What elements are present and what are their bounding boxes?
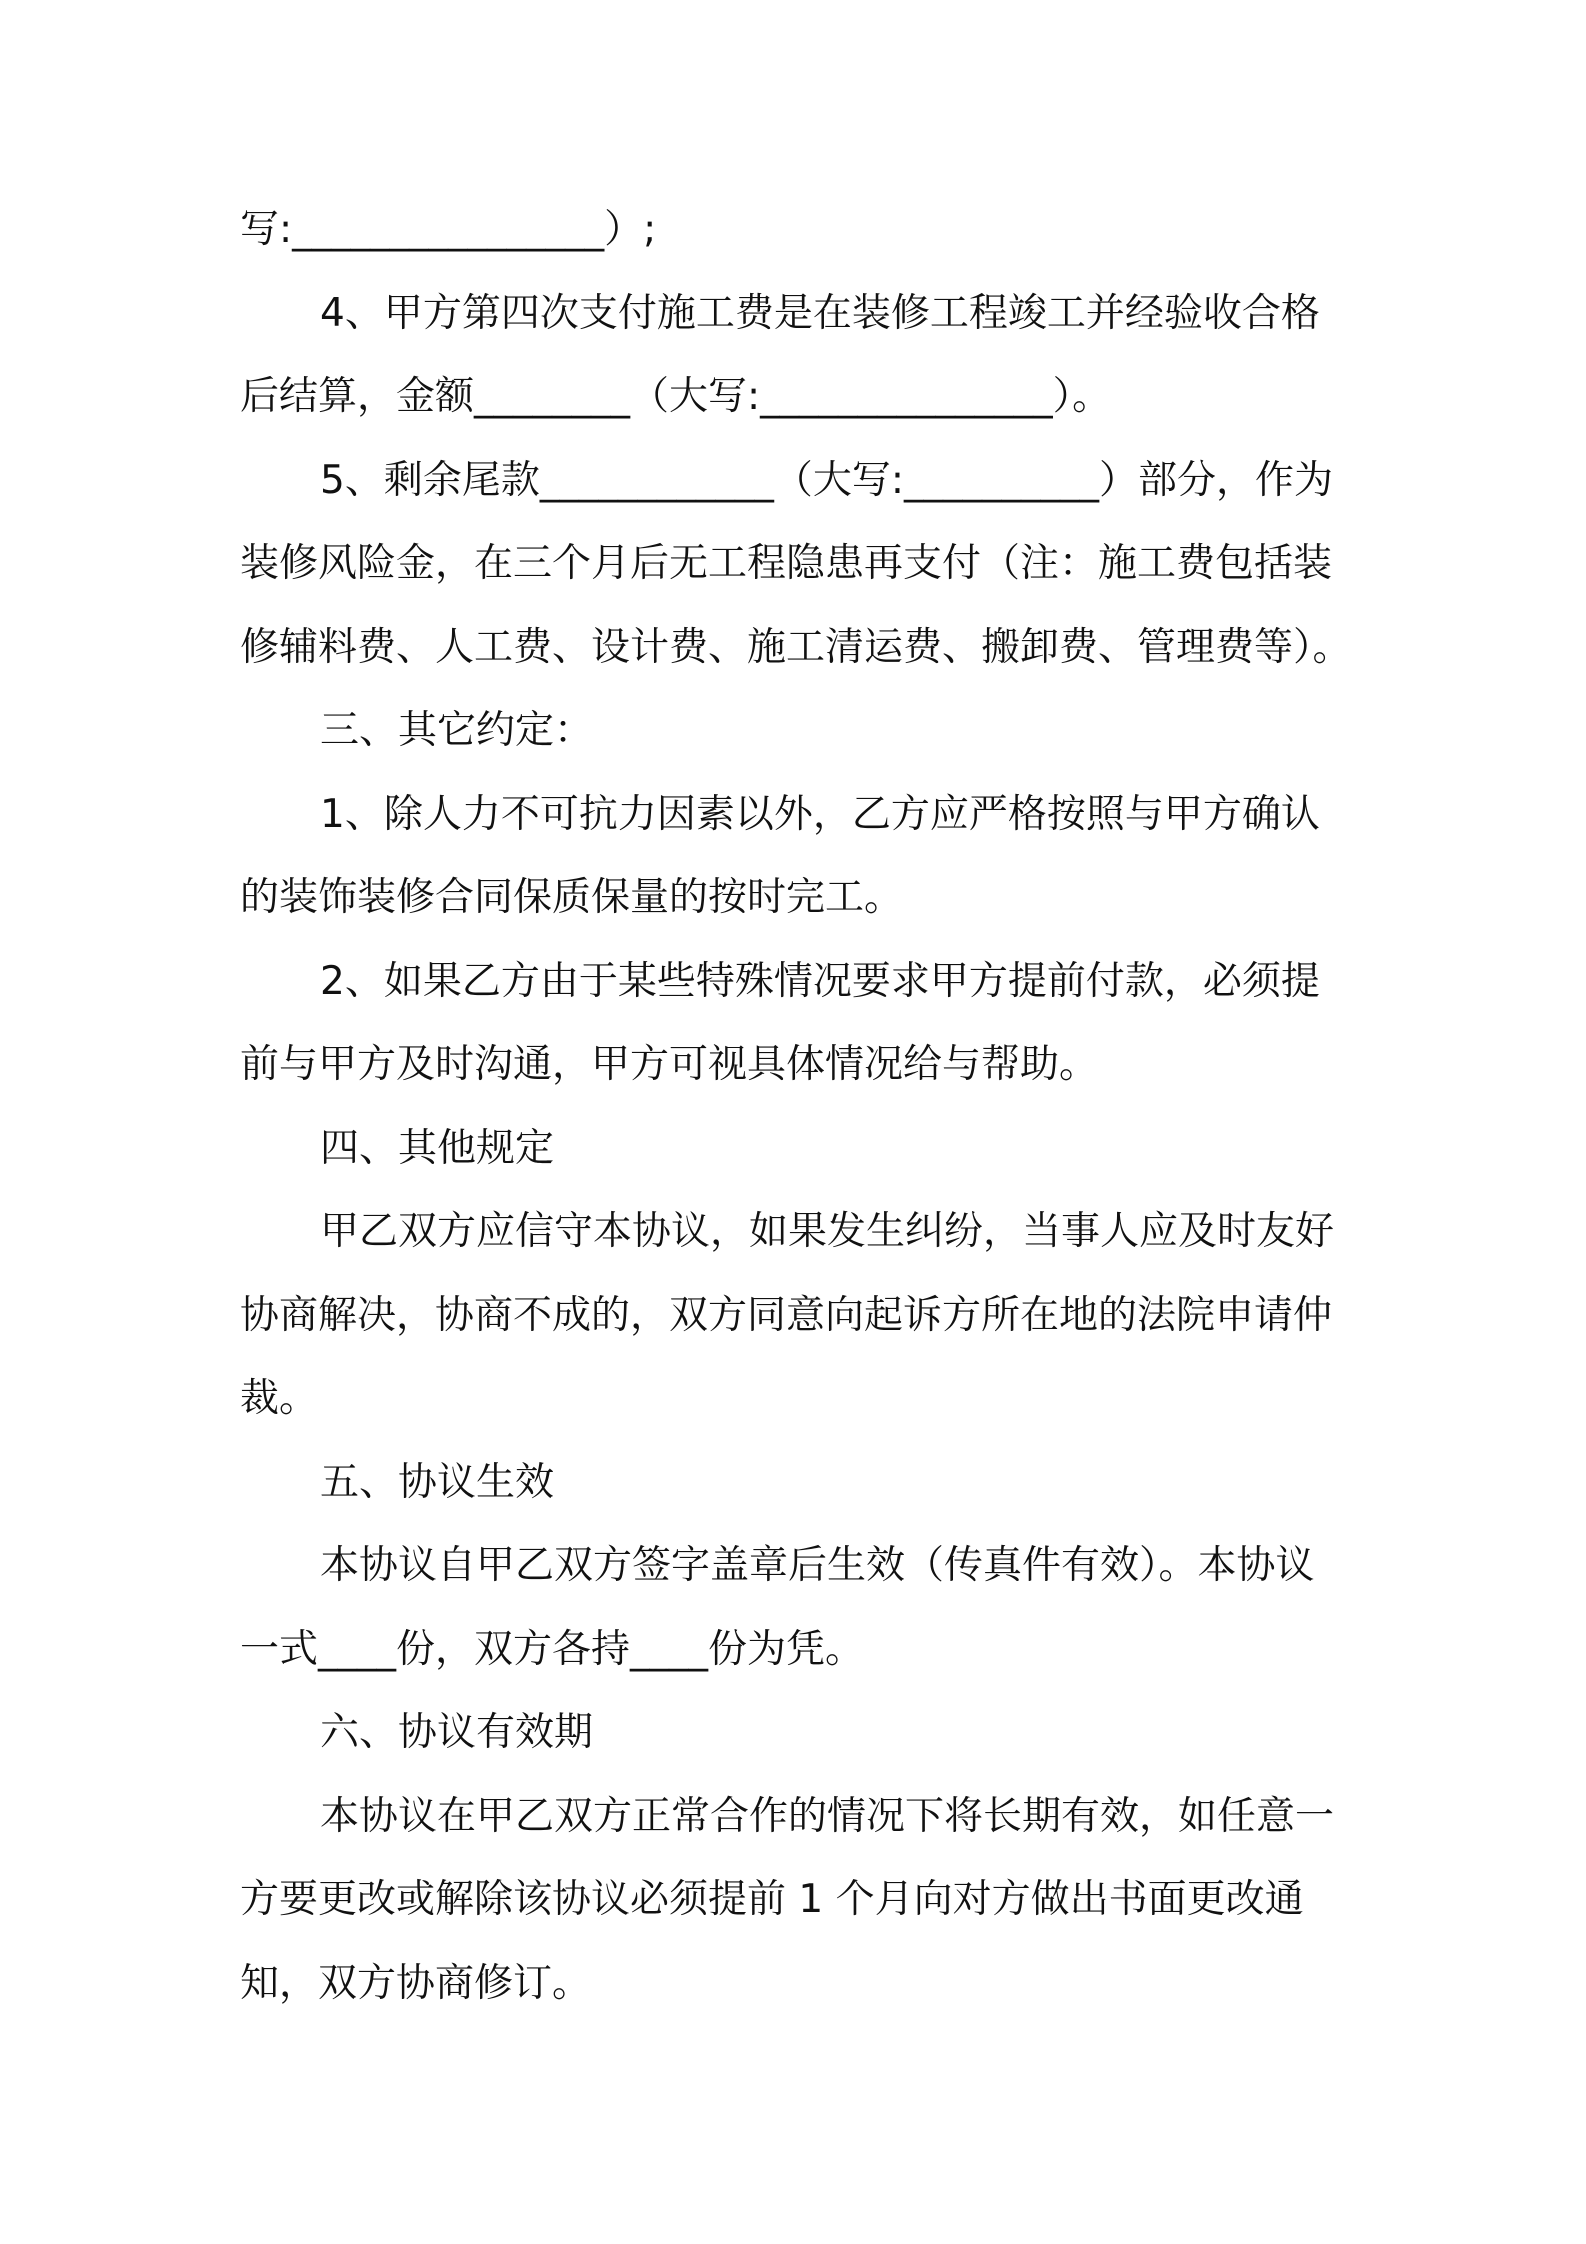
section-3-item-2-line-1: 2、如果乙方由于某些特殊情况要求甲方提前付款，必须提 — [320, 958, 1320, 1004]
section-3-item-2-line-2: 前与甲方及时沟通，甲方可视具体情况给与帮助。 — [240, 1042, 1099, 1087]
clause-5-line-3: 修辅料费、人工费、设计费、施工清运费、搬卸费、管理费等）。 — [240, 624, 1352, 670]
section-4-paragraph-line-3: 裁。 — [240, 1376, 319, 1421]
section-3-item-1-line-2: 的装饰装修合同保质保量的按时完工。 — [240, 875, 904, 920]
document-body — [240, 188, 1360, 2025]
section-6-heading: 六、协议有效期 — [320, 1710, 594, 1755]
clause-4-line-1: 4、甲方第四次支付施工费是在装修工程竣工并经验收合格 — [320, 290, 1320, 336]
section-6-paragraph-line-2: 方要更改或解除该协议必须提前 1 个月向对方做出书面更改通 — [240, 1877, 1304, 1922]
section-5-heading: 五、协议生效 — [320, 1459, 555, 1505]
section-4-paragraph-line-1: 甲乙双方应信守本协议，如果发生纠纷，当事人应及时友好 — [320, 1209, 1335, 1254]
section-6-paragraph-line-3: 知，双方协商修订。 — [240, 1960, 592, 2006]
section-6-paragraph-line-1: 本协议在甲乙双方正常合作的情况下将长期有效，如任意一 — [320, 1793, 1335, 1839]
section-5-paragraph-line-1: 本协议自甲乙双方签字盖章后生效（传真件有效）。本协议 — [320, 1543, 1315, 1588]
clause-5-line-2: 装修风险金，在三个月后无工程隐患再支付（注：施工费包括装 — [240, 541, 1333, 586]
section-3-heading: 三、其它约定： — [320, 708, 594, 753]
section-3-item-1-line-1: 1、除人力不可抗力因素以外，乙方应严格按照与甲方确认 — [320, 791, 1320, 837]
section-4-paragraph-line-2: 协商解决，协商不成的，双方同意向起诉方所在地的法院申请仲 — [240, 1292, 1333, 1338]
clause-3-continuation: 写:________________）; — [240, 207, 657, 252]
section-5-paragraph-line-2: 一式____份，双方各持____份为凭。 — [240, 1626, 865, 1672]
clause-4-line-2: 后结算，金额________（大写:_______________）。 — [240, 374, 1112, 419]
section-4-heading: 四、其他规定 — [320, 1125, 555, 1171]
clause-5-line-1: 5、剩余尾款____________（大写:__________）部分，作为 — [320, 457, 1333, 503]
